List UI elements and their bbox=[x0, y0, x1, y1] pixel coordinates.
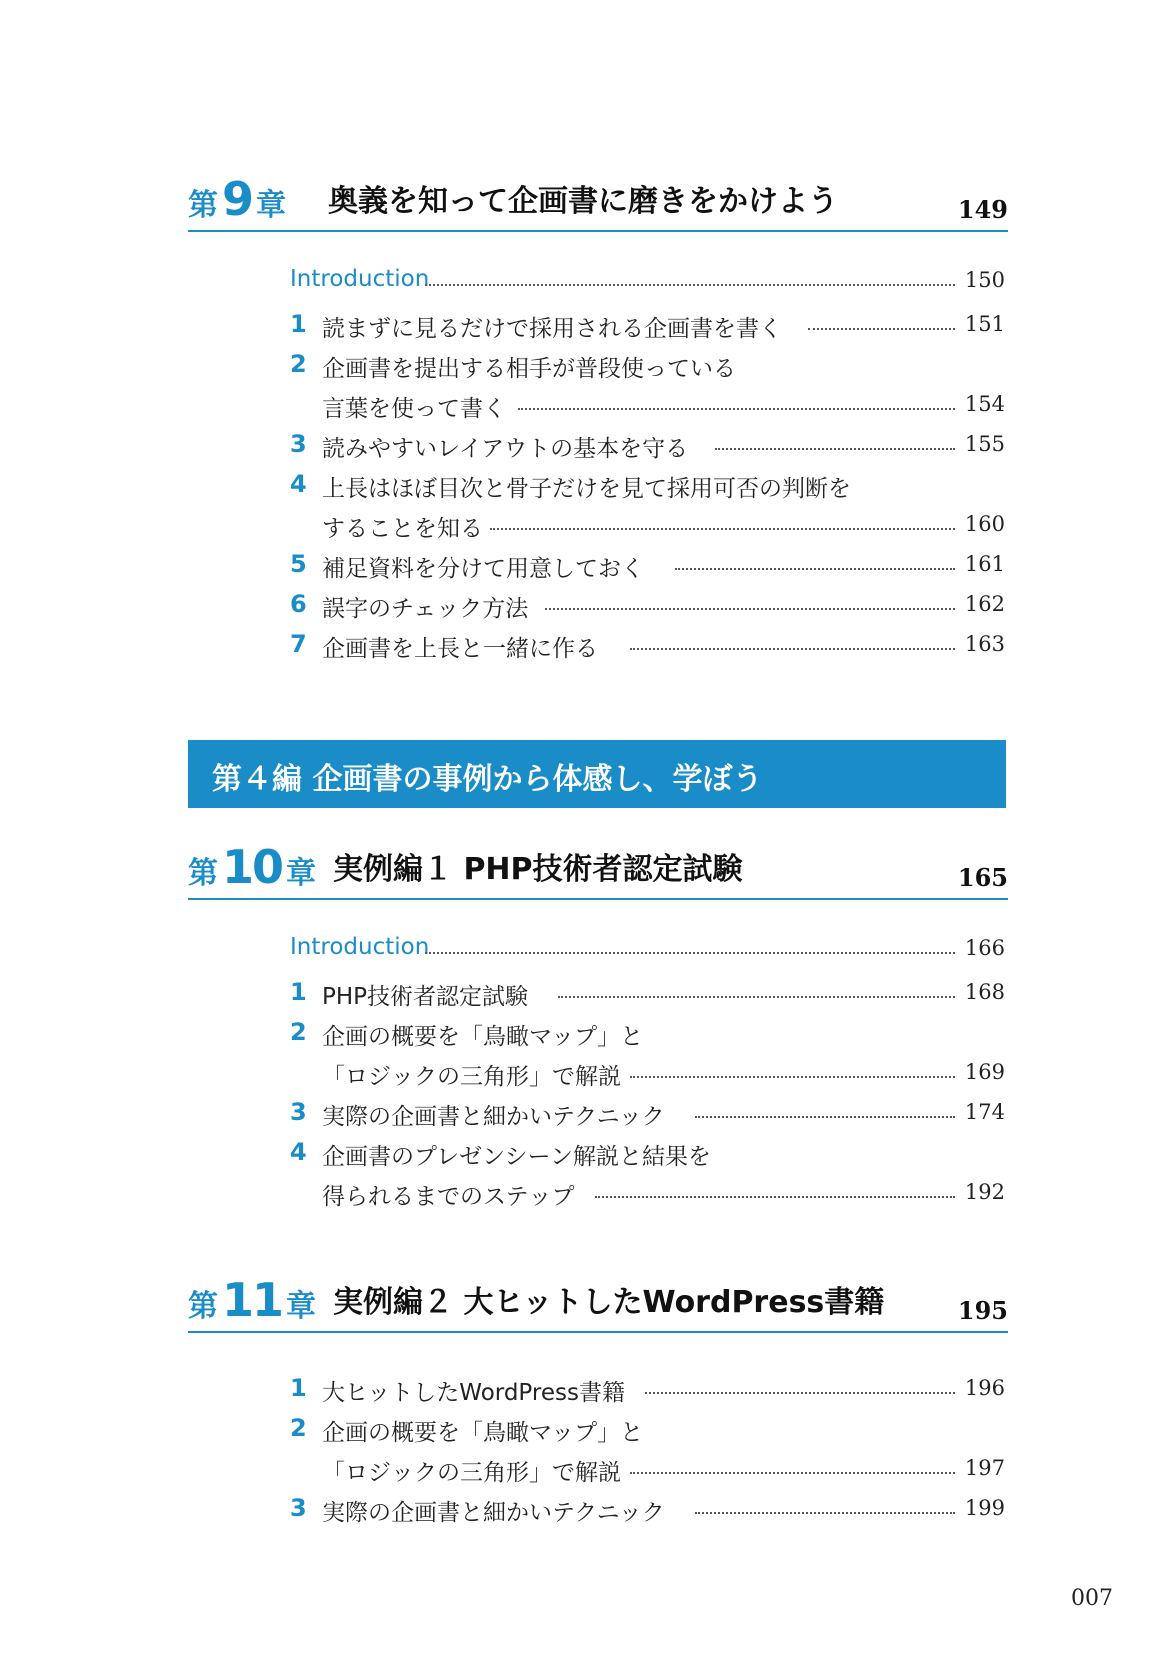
leader-dots bbox=[645, 1392, 955, 1394]
toc-entry[interactable]: 5 補足資料を分けて用意しておく 161 bbox=[290, 550, 1005, 582]
toc-entry-continued[interactable]: 言葉を使って書く 154 bbox=[322, 392, 1005, 422]
leader-dots bbox=[558, 996, 955, 998]
leader-dots bbox=[490, 528, 955, 530]
toc-entry[interactable]: 2 企画の概要を「鳥瞰マップ」と bbox=[290, 1414, 644, 1446]
page-number: 007 bbox=[1071, 1586, 1113, 1611]
chapter-9-header bbox=[188, 172, 1008, 232]
part-4-title: 第４編 企画書の事例から体感し、学ぼう bbox=[212, 762, 763, 797]
toc-entry[interactable]: 3 実際の企画書と細かいテクニック 199 bbox=[290, 1494, 1005, 1526]
chapter-9-rule bbox=[188, 230, 1008, 232]
chapter-9-label: 第9 章 bbox=[188, 172, 287, 226]
chapter-9-title: 奥義を知って企画書に磨きをかけよう bbox=[328, 184, 838, 219]
leader-dots bbox=[630, 648, 955, 650]
chapter-11-page: 195 bbox=[957, 1296, 1008, 1325]
leader-dots bbox=[518, 408, 955, 410]
leader-dots bbox=[425, 284, 955, 286]
chapter-11-label: 第11 章 bbox=[188, 1273, 317, 1327]
leader-dots bbox=[695, 1116, 955, 1118]
leader-dots bbox=[630, 1472, 955, 1474]
toc-entry[interactable]: 7 企画書を上長と一緒に作る 163 bbox=[290, 630, 1005, 662]
leader-dots bbox=[545, 608, 955, 610]
toc-entry[interactable]: 1 PHP技術者認定試験 168 bbox=[290, 978, 1005, 1010]
toc-entry[interactable]: 1 読まずに見るだけで採用される企画書を書く 151 bbox=[290, 310, 1005, 342]
chapter-10-title: 実例編１ PHP技術者認定試験 bbox=[333, 852, 743, 887]
part-4-banner bbox=[188, 740, 1006, 808]
toc-entry-continued[interactable]: 得られるまでのステップ 192 bbox=[322, 1180, 1005, 1210]
toc-entry[interactable]: 2 企画書を提出する相手が普段使っている bbox=[290, 350, 736, 382]
toc-entry[interactable]: 1 大ヒットしたWordPress書籍 196 bbox=[290, 1374, 1005, 1406]
chapter-11-rule bbox=[188, 1331, 1008, 1333]
chapter-11-header bbox=[188, 1273, 1008, 1333]
toc-entry-intro[interactable]: Introduction 166 bbox=[290, 934, 1005, 960]
toc-entry-continued[interactable]: することを知る 160 bbox=[322, 512, 1005, 542]
toc-entry[interactable]: 3 読みやすいレイアウトの基本を守る 155 bbox=[290, 430, 1005, 462]
leader-dots bbox=[808, 328, 955, 330]
leader-dots bbox=[630, 1076, 955, 1078]
toc-entry-continued[interactable]: 「ロジックの三角形」で解説 169 bbox=[322, 1060, 1005, 1090]
toc-entry[interactable]: 4 企画書のプレゼンシーン解説と結果を bbox=[290, 1138, 712, 1170]
leader-dots bbox=[595, 1196, 955, 1198]
chapter-10-header bbox=[188, 840, 1008, 900]
toc-entry-intro[interactable]: Introduction 150 bbox=[290, 266, 1005, 292]
chapter-10-rule bbox=[188, 898, 1008, 900]
toc-entry-continued[interactable]: 「ロジックの三角形」で解説 197 bbox=[322, 1456, 1005, 1486]
toc-entry[interactable]: 4 上長はほぼ目次と骨子だけを見て採用可否の判断を bbox=[290, 470, 851, 502]
chapter-10-page: 165 bbox=[957, 863, 1008, 892]
toc-entry[interactable]: 6 誤字のチェック方法 162 bbox=[290, 590, 1005, 622]
leader-dots bbox=[695, 1512, 955, 1514]
leader-dots bbox=[425, 952, 955, 954]
chapter-11-title: 実例編２ 大ヒットしたWordPress書籍 bbox=[333, 1285, 885, 1320]
chapter-10-label: 第10 章 bbox=[188, 840, 317, 894]
leader-dots bbox=[715, 448, 955, 450]
toc-entry[interactable]: 3 実際の企画書と細かいテクニック 174 bbox=[290, 1098, 1005, 1130]
toc-entry[interactable]: 2 企画の概要を「鳥瞰マップ」と bbox=[290, 1018, 644, 1050]
chapter-9-page: 149 bbox=[957, 195, 1008, 224]
leader-dots bbox=[675, 568, 955, 570]
